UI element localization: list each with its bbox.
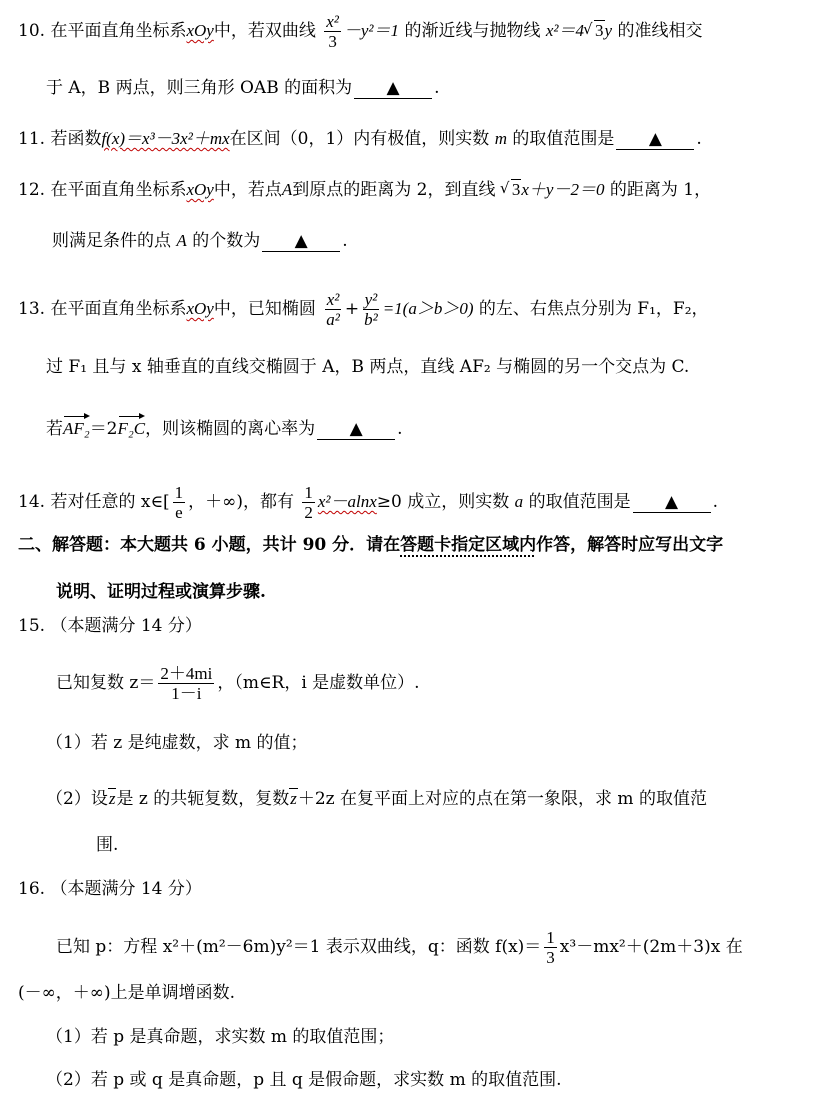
q12-coord-system: xOy <box>186 180 214 199</box>
q13-answer-blank <box>317 419 395 440</box>
q15-number: 15. <box>18 616 46 636</box>
question-16 <box>18 877 202 901</box>
question-10: 10. 在平面直角坐标系xOy中，若双曲线 $\frac{\text{x²}}{3}$ －y²＝1 的渐近线与抛物线 x²＝4√ 3y 的准线相交 <box>18 12 702 51</box>
q14-expression: x²－alnx <box>317 492 377 511</box>
q13-ellipse-fraction-x: $\frac{\text{x²}}{\text{a²}}$ <box>326 290 340 329</box>
q10-sqrt: √ 3 <box>584 19 605 43</box>
q13-vector-af2: AF₂ <box>63 417 90 441</box>
question-12: 12. 在平面直角坐标系xOy中，若点A到原点的距离为 2，到直线 √ 3x＋y－2＝0 的距离为 1， <box>18 178 711 202</box>
triangle-icon: ▲ <box>386 78 400 98</box>
question-11: 11. 若函数f(x)＝x³－3x²＋mx在区间（0，1）内有极值，则实数 m 的取值范围是 ▲ . <box>18 129 702 149</box>
q16-score: （本题满分 14 分） <box>50 879 202 899</box>
q13-coord-system: xOy <box>186 299 214 318</box>
q15-conjugate: z <box>108 789 116 808</box>
question-13: 13. 在平面直角坐标系xOy中，已知椭圆 $\frac{\text{x²}}{\text{a²}}$ + $\frac{\text{y²}}{\text{b²}}$ =1(a＞b＞0) 的左、右焦点分别为 F₁，F₂， <box>18 290 709 329</box>
question-15-part-1: （1）若 z 是纯虚数，求 m 的值； <box>46 733 308 753</box>
triangle-icon: ▲ <box>648 129 662 149</box>
q14-fraction-1-e: $\frac{1}{e}$ <box>174 483 184 522</box>
section-2-heading-line-2: 说明、证明过程或演算步骤. <box>56 582 266 602</box>
q10-coord-system: xOy <box>186 21 214 40</box>
q13-ellipse-fraction-y: $\frac{\text{y²}}{\text{b²}}$ <box>364 290 378 329</box>
q12-number: 12. <box>18 180 46 200</box>
q11-number: 11. <box>18 129 46 149</box>
q15-conjugate-2: z <box>290 789 297 808</box>
q15-complex-fraction: $\frac{2+4mi}{1-i}$ <box>160 664 213 703</box>
question-15-stem: 已知复数 z＝ $\frac{2+4mi}{1-i}$ ，（m∈R，i 是虚数单位）. <box>56 664 420 703</box>
question-16-part-2: （2）若 p 或 q 是真命题，p 且 q 是假命题，求实数 m 的取值范围. <box>46 1070 562 1090</box>
triangle-icon: ▲ <box>665 492 679 512</box>
q13-vector-f2c: F₂C <box>118 417 146 441</box>
q16-fraction-1-3: $\frac{1}{3}$ <box>546 928 555 967</box>
q13-number: 13. <box>18 299 46 319</box>
q10-number: 10. <box>18 21 46 41</box>
question-14: 14. 若对任意的 x∈[ $\frac{1}{e}$ ，＋∞)，都有 $\frac{1}{2}$ x²－alnx≥0 成立，则实数 a 的取值范围是 ▲ . <box>18 483 718 522</box>
triangle-icon: ▲ <box>294 231 308 251</box>
q14-fraction-1-2: $\frac{1}{2}$ <box>304 483 313 522</box>
question-13-line-2: 过 F₁ 且与 x 轴垂直的直线交椭圆于 A，B 两点，直线 AF₂ 与椭圆的另一个交点为 C. <box>46 357 690 377</box>
question-10-line-2: 于 A，B 两点，则三角形 OAB 的面积为 ▲ . <box>46 78 440 98</box>
question-13-line-3: 若AF₂＝2F₂C，则该椭圆的离心率为 ▲ . <box>46 419 403 439</box>
question-16-stem-line-2: (－∞，＋∞)上是单调增函数. <box>18 983 235 1003</box>
q12-answer-blank <box>262 231 340 252</box>
q10-answer-blank <box>354 78 432 99</box>
question-15-part-2: （2）设z是 z 的共轭复数，复数z＋2z 在复平面上对应的点在第一象限，求 m 的取值范 <box>46 789 707 809</box>
q15-score: （本题满分 14 分） <box>50 616 202 636</box>
q14-answer-blank <box>633 492 711 513</box>
q16-number: 16. <box>18 879 46 899</box>
question-16-stem: 已知 p：方程 x²＋(m²－6m)y²＝1 表示双曲线，q：函数 f(x)＝ $\frac{1}{3}$ x³－mx²＋(2m＋3)x 在 <box>56 928 743 967</box>
question-15 <box>18 614 202 638</box>
q11-answer-blank <box>616 129 694 150</box>
q11-function: f(x)＝x³－3x²＋mx <box>101 129 230 148</box>
question-16-part-1: （1）若 p 是真命题，求实数 m 的取值范围； <box>46 1027 395 1047</box>
question-15-part-2-line-2: 围. <box>96 835 119 855</box>
section-2-heading: 二、解答题：本大题共 6 小题，共计 90 分．请在答题卡指定区域内作答，解答时应写出文字 <box>18 535 724 555</box>
q10-hyperbola-fraction: $\frac{\text{x²}}{3}$ <box>326 12 339 51</box>
q12-sqrt: √ 3 <box>501 178 522 202</box>
question-12-line-2: 则满足条件的点 A 的个数为 ▲ . <box>52 231 348 251</box>
q14-number: 14. <box>18 492 46 512</box>
section-2-emphasis: 答题卡指定区域内 <box>400 535 537 555</box>
triangle-icon: ▲ <box>349 419 363 439</box>
